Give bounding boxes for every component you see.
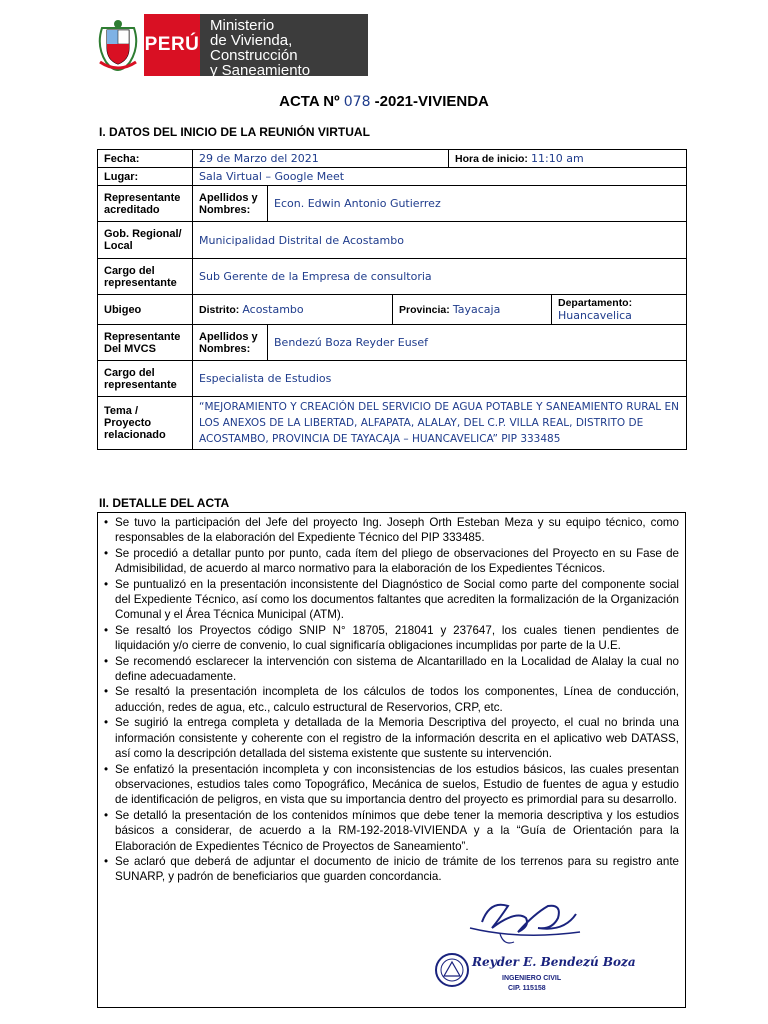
ministry-line-3: y Saneamiento — [210, 62, 311, 79]
distrito-cell — [193, 295, 393, 325]
mvcs-label: Representante Del MVCS — [98, 325, 193, 361]
svg-text:CIP. 115158: CIP. 115158 — [508, 985, 546, 992]
fecha-label: Fecha: — [98, 150, 193, 168]
lugar-value: Sala Virtual – Google Meet — [193, 168, 687, 186]
list-item: • Se procedió a detallar punto por punto, cada ítem del pliego de observaciones del Proyecto en su Fase de Admisibilidad, de acuerdo al marco normativo para la elaboración de los Expedientes Técnicos. — [104, 546, 679, 577]
title-number: 078 — [343, 94, 371, 110]
list-item: • Se sugirió la entrega completa y detallada de la Memoria Descriptiva del proyecto, el cual no brinda una información consistente y coherente con el registro de la información descrita en el aplicativo web DATASS, así como la descripción detallada del sistema existente que sustente su intervención. — [104, 715, 679, 761]
distrito-value: Acostambo — [242, 303, 304, 316]
cargo2-label: Cargo del representante — [98, 361, 193, 397]
mvcs-name-value: Bendezú Boza Reyder Eusef — [268, 325, 687, 361]
lugar-label: Lugar: — [98, 168, 193, 186]
coat-of-arms-icon — [92, 14, 144, 76]
gob-value: Municipalidad Distrital de Acostambo — [193, 222, 687, 259]
departamento-cell — [552, 295, 687, 325]
cargo-label: Cargo del representante — [98, 259, 193, 295]
section-1-heading: I. DATOS DEL INICIO DE LA REUNIÓN VIRTUAL — [99, 125, 370, 139]
list-item: • Se resaltó los Proyectos código SNIP N° 18705, 218041 y 237647, los cuales tienen pendientes de liquidación y/o cierre de convenio, lo cual significaría obligaciones incumplidas por parte de la U.E. — [104, 623, 679, 654]
ministry-name — [200, 14, 368, 79]
title-prefix: ACTA Nº — [279, 93, 340, 110]
peru-label: PERÚ — [144, 14, 200, 76]
gob-label: Gob. Regional/ Local — [98, 222, 193, 259]
provincia-label: Provincia: — [399, 304, 450, 316]
hora-value: 11:10 am — [531, 152, 584, 165]
list-item: • Se enfatizó la presentación incompleta y con inconsistencias de los estudios básicos, las cuales presentan observaciones, estudios tales como Topográfico, Mecánica de suelos, Estudio de fuentes de agua y estudio de identificación de peligros, en vista que su importancia dentro del proyecto es primordial para su desarrollo. — [104, 762, 679, 808]
provincia-cell — [393, 295, 552, 325]
rep-label: Representante acreditado — [98, 186, 193, 222]
hora-cell — [449, 150, 687, 168]
ministry-line-2: de Vivienda, Construcción — [210, 32, 298, 64]
cargo2-value: Especialista de Estudios — [193, 361, 687, 397]
fecha-value: 29 de Marzo del 2021 — [193, 150, 449, 168]
list-item: • Se aclaró que deberá de adjuntar el documento de inicio de trámite de los terrenos para su registro ante SUNARP, y padrón de beneficiarios que guarden concordancia. — [104, 854, 679, 885]
departamento-value: Huancavelica — [558, 309, 632, 322]
tema-label: Tema / Proyecto relacionado — [98, 397, 193, 450]
hora-label: Hora de inicio: — [455, 153, 528, 165]
document-title — [0, 93, 768, 110]
signature-stamp — [430, 892, 636, 1012]
list-item: • Se puntualizó en la presentación inconsistente del Diagnóstico de Social como parte del componente social del Expediente Técnico, así como los documentos faltantes que acrediten la formalización de la Organización Comunal y el Área Técnica Municipal (ATM). — [104, 577, 679, 623]
provincia-value: Tayacaja — [452, 303, 501, 316]
svg-text:INGENIERO CIVIL: INGENIERO CIVIL — [502, 975, 562, 982]
title-suffix: -2021-VIVIENDA — [374, 93, 489, 110]
rep-name-label: Apellidos y Nombres: — [193, 186, 268, 222]
ubigeo-label: Ubigeo — [98, 295, 193, 325]
svg-text:Reyder E. Bendezú Boza: Reyder E. Bendezú Boza — [472, 955, 636, 969]
tema-value: “MEJORAMIENTO Y CREACIÓN DEL SERVICIO DE AGUA POTABLE Y SANEAMIENTO RURAL EN LOS ANEXOS DE LA LIBERTAD, ALFAPATA, ALALAY, DEL C.P. VILLA REAL, DISTRITO DE ACOSTAMBO, PROVINCIA DE TAYACAJA – HUANCAVELICA” PIP 333485 — [193, 397, 687, 450]
rep-name-value: Econ. Edwin Antonio Gutierrez — [268, 186, 687, 222]
list-item: • Se recomendó esclarecer la intervención con sistema de Alcantarillado en la Localidad de Alalay la cual no define adecuadamente. — [104, 654, 679, 685]
detail-box — [97, 512, 686, 1008]
departamento-label: Departamento: — [558, 297, 633, 309]
mvcs-name-label: Apellidos y Nombres: — [193, 325, 268, 361]
list-item: • Se detalló la presentación de los contenidos mínimos que debe tener la memoria descriptiva y los estudios básicos a considerar, de acuerdo a la RM-192-2018-VIVIENDA y a la “Guía de Orientación para la Elaboración de Expedientes Técnico de Proyectos de Saneamiento”. — [104, 808, 679, 854]
detail-list — [98, 513, 685, 885]
meeting-info-table — [97, 149, 687, 450]
ministry-logo — [92, 14, 368, 79]
cargo-value: Sub Gerente de la Empresa de consultoria — [193, 259, 687, 295]
list-item: • Se tuvo la participación del Jefe del proyecto Ing. Joseph Orth Esteban Meza y su equipo técnico, como responsables de la elaboración del Expediente Técnico del PIP 333485. — [104, 515, 679, 546]
distrito-label: Distrito: — [199, 304, 240, 316]
handwritten-signature-icon — [430, 892, 636, 1012]
section-2-heading: II. DETALLE DEL ACTA — [99, 496, 230, 510]
ministry-line-1: Ministerio — [210, 17, 275, 34]
list-item: • Se resaltó la presentación incompleta de los cálculos de todos los componentes, Línea de conducción, aducción, redes de agua, etc., calculo estructural de Reservorios, CRP, etc. — [104, 684, 679, 715]
